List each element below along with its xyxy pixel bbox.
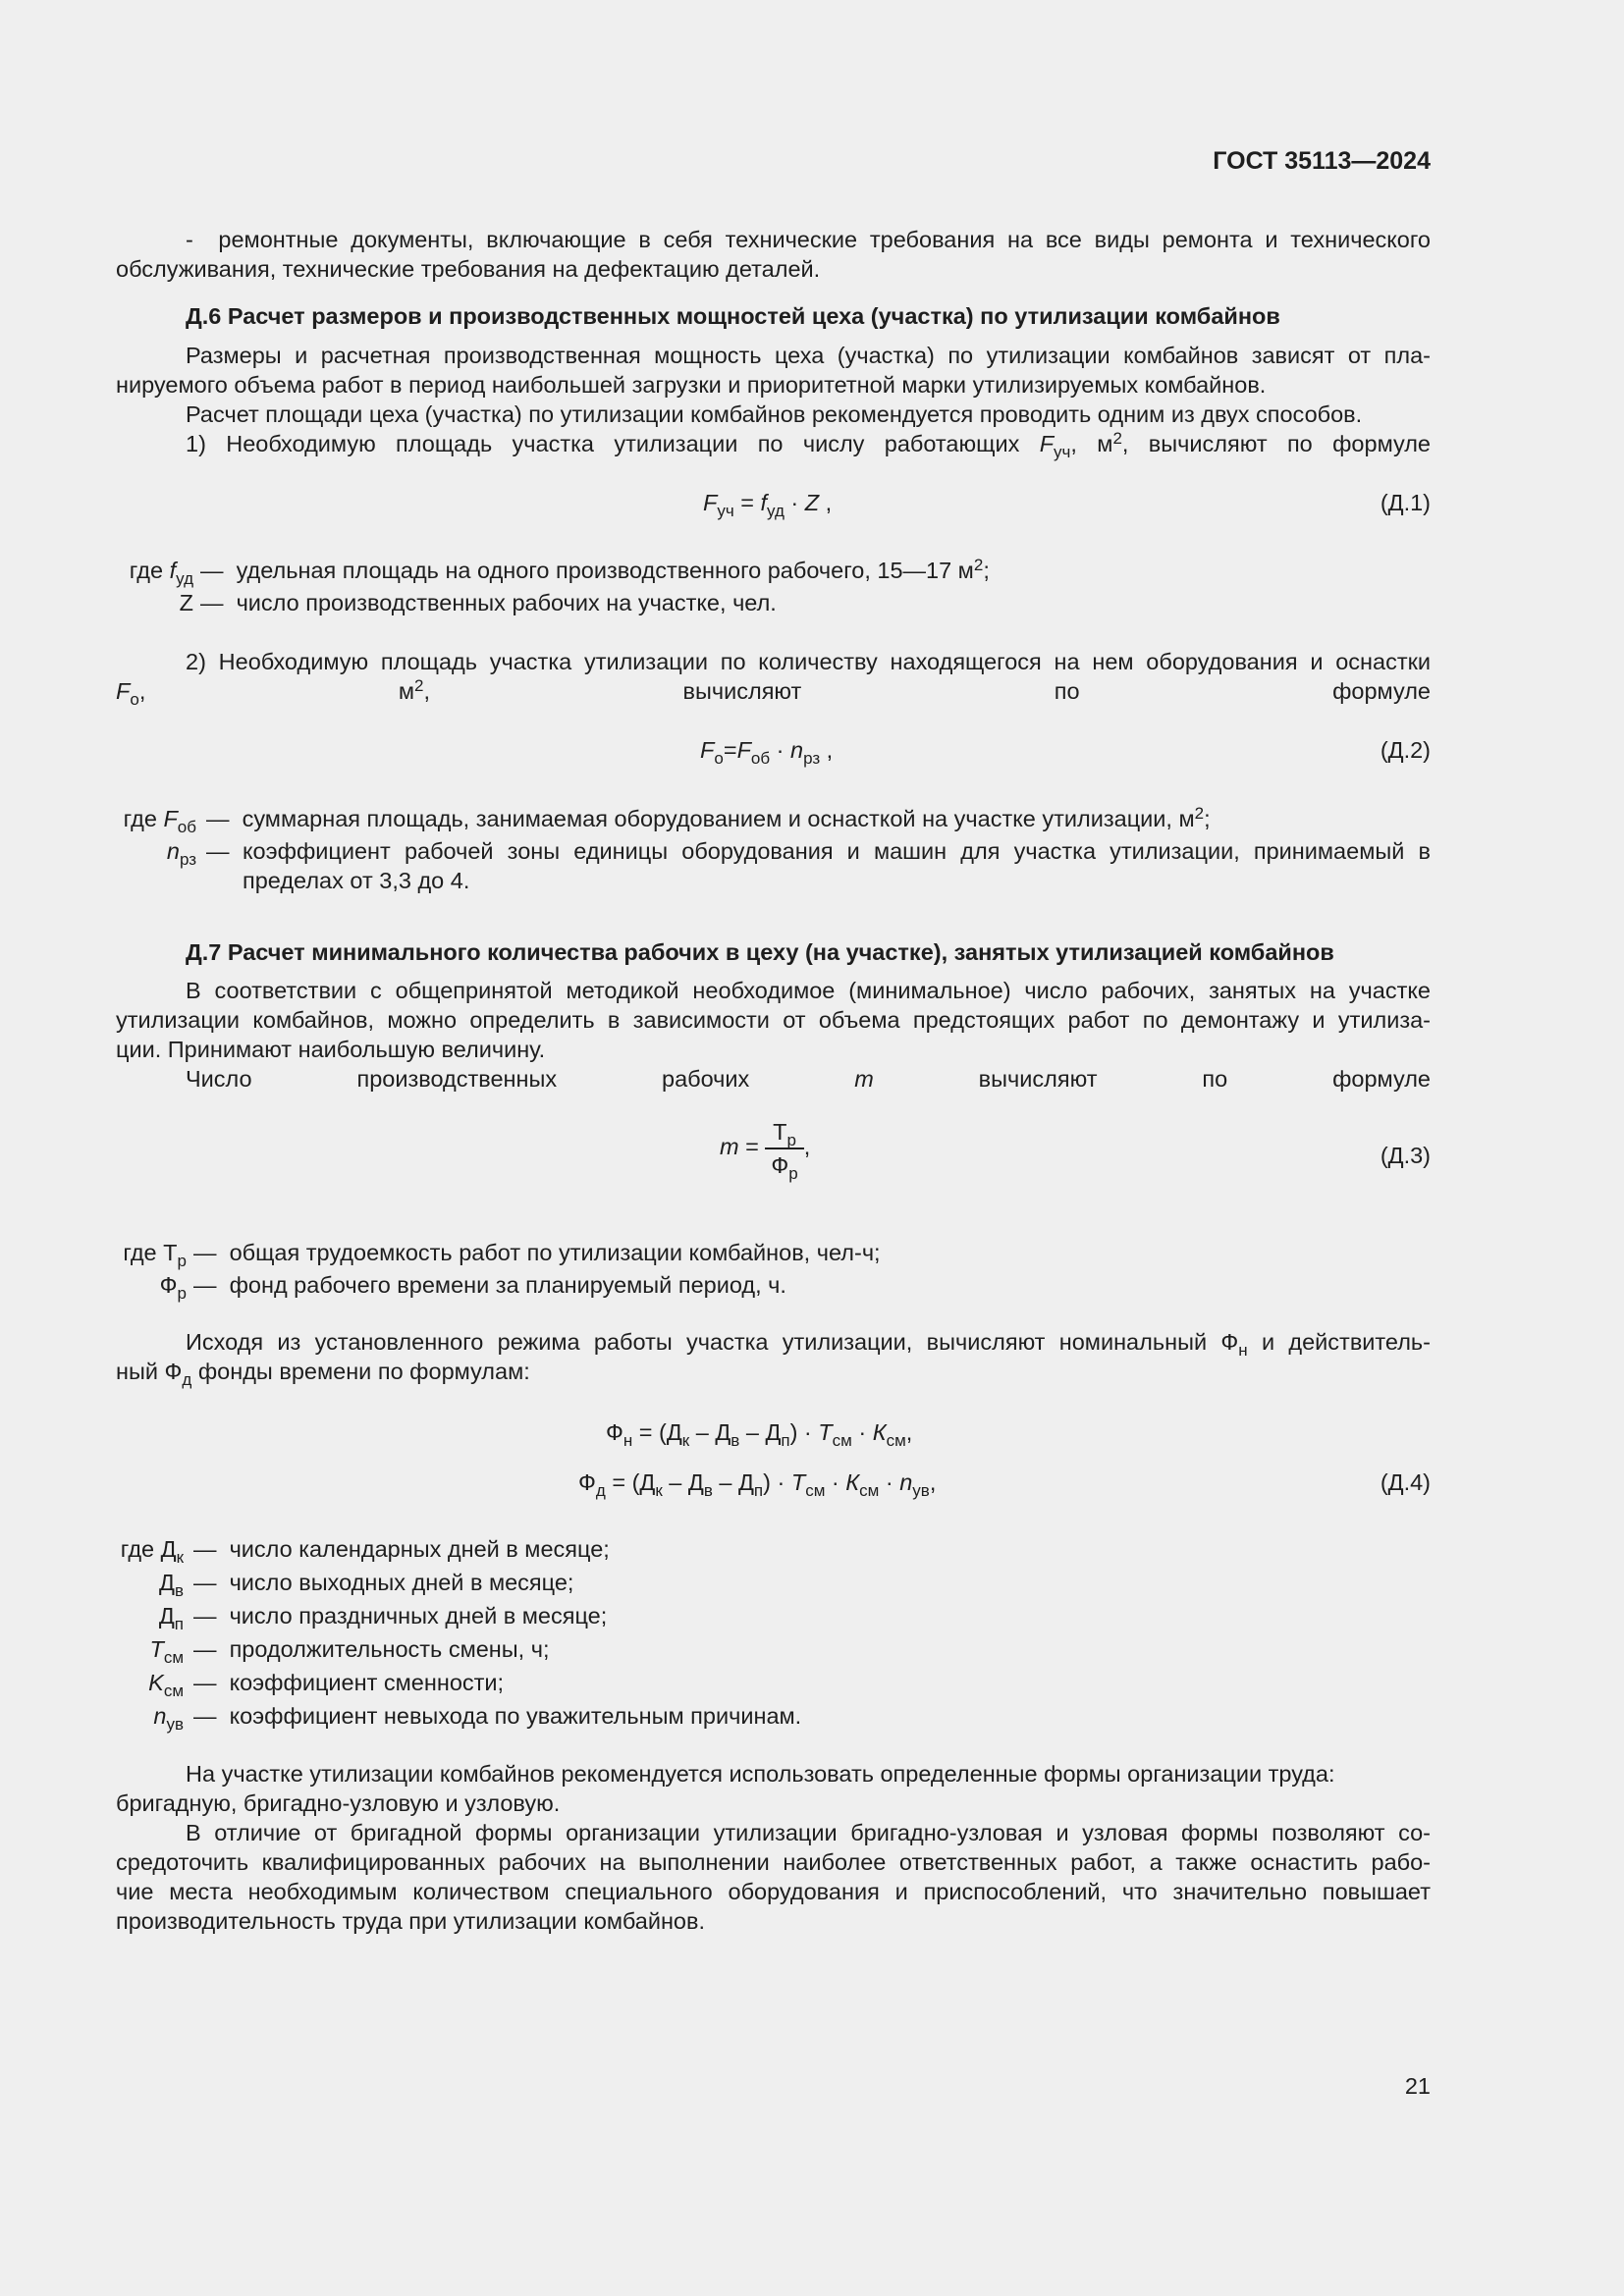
- where-d3-desc-1: — общая трудоемкость работ по утилизации комбайнов, чел-ч;: [193, 1240, 881, 1265]
- where-d4-desc-3: — число праздничных дней в месяце;: [193, 1603, 608, 1629]
- where-d2-desc-1: — суммарная площадь, занимаемая оборудованием и оснасткой на участке утилизации, $м^2$;: [206, 804, 1211, 831]
- where-d3-sym-1: где $Т_р$: [123, 1240, 187, 1270]
- where-d2-dash-2: —: [206, 838, 230, 864]
- where-d2-sym-2: $n_{рз}$: [166, 838, 196, 869]
- d6-p1-line1: Размеры и расчетная производственная мощность цеха (участка) по утилизации комбайнов зависят от пла-: [186, 343, 1431, 368]
- equation-d4-line2: $Ф_д = (Д_к - Д_в - Д_п) \cdot Т_{см} \cdot К_{см} \cdot n_{ув}$,: [578, 1469, 937, 1500]
- equation-d3: m = $\frac{Т_р}{Ф_р}$ ,: [720, 1116, 810, 1181]
- bullet-dash: -: [186, 227, 193, 252]
- bullet-text-line2: обслуживания, технические требования на дефектацию деталей.: [116, 256, 821, 282]
- where-d1-sym-1: где $f_{уд}$: [129, 558, 193, 588]
- where-d4-desc-2: — число выходных дней в месяце;: [193, 1570, 574, 1595]
- where-d4-sym-5: $K_{см}$: [148, 1670, 184, 1700]
- d6-p1-line2: нируемого объема работ в период наибольшей загрузки и приоритетной марки утилизируемых комбайнов.: [116, 372, 1267, 398]
- where-d2-desc-2: коэффициент рабочей зоны единицы оборудования и машин для участка утилизации, принимаемый в пределах от 3,3 до 4.: [243, 838, 1431, 893]
- where-d2-sym-1: где $F_{об}$: [123, 806, 196, 836]
- d7-paragraph-3: Исходя из установленного режима работы участка утилизации, вычисляют номинальный $Ф_н$ и действитель- ный $Ф_д$ фонды времени по формулам:: [116, 1329, 1431, 1389]
- where-d4-sym-1: где $Д_к$: [120, 1536, 184, 1567]
- d6-p2: Расчет площади цеха (участка) по утилизации комбайнов рекомендуется проводить одним из двух способов.: [186, 401, 1363, 427]
- equation-d4-number: (Д.4): [1380, 1469, 1431, 1495]
- where-d1-sym-2: Z: [179, 590, 193, 615]
- where-d4-desc-6: — коэффициент невыхода по уважительным причинам.: [193, 1703, 802, 1729]
- d7-p2: Число производственных рабочих m вычисляют по формуле: [186, 1066, 1431, 1092]
- bullet-text-line1: ремонтные документы, включающие в себя технические требования на все виды ремонта и технического: [218, 227, 1432, 252]
- d6-paragraph-1: [116, 341, 1432, 461]
- where-d4-desc-5: — коэффициент сменности;: [193, 1670, 505, 1695]
- equation-d2-number: (Д.2): [1380, 737, 1431, 763]
- fraction: $\frac{Т_р}{Ф_р}$: [765, 1116, 803, 1181]
- equation-d2: $F_о=F_{об} \cdot n_{рз}$ ,: [700, 737, 834, 768]
- equation-d1-number: (Д.1): [1380, 490, 1431, 515]
- where-d4-sym-3: $Д_п$: [158, 1603, 184, 1633]
- where-d3-sym-2: $Ф_р$: [159, 1272, 187, 1303]
- where-d1-desc-1: — удельная площадь на одного производственного рабочего, 15—17 $м^2$;: [200, 556, 990, 583]
- where-d1-desc-2: — число производственных рабочих на участке, чел.: [200, 590, 777, 615]
- section-d7-heading: Д.7 Расчет минимального количества рабочих в цеху (на участке), занятых утилизацией комбайнов: [186, 939, 1334, 965]
- d6-item1: 1) Необходимую площадь участка утилизации по числу работающих $F_{уч}$, $м^2$, вычисляют по формуле: [186, 429, 1432, 461]
- d7-paragraph-1: В соответствии с общепринятой методикой необходимое (минимальное) число рабочих, занятых на участке утилизации комбайнов, можно определить в зависимости от объема предстоящих работ по демонтажу и утилиза- ции. Принимают наибольшую величину. Число производственных рабочих m вычисляют по формуле: [116, 978, 1431, 1092]
- page-number: 21: [1404, 2073, 1431, 2099]
- standard-designation: ГОСТ 35113—2024: [1213, 147, 1431, 175]
- where-d4-desc-4: — продолжительность смены, ч;: [193, 1636, 550, 1662]
- where-d4-desc-1: — число календарных дней в месяце;: [193, 1536, 610, 1562]
- d7-paragraph-4: На участке утилизации комбайнов рекомендуется использовать определенные формы организации труда: бригадную, бригадно-узловую и узловую. В отличие от бригадной формы организации утилизации бригадно-узловая и узловая формы позволяют со- средоточить квалифицированных рабочих на выполнении наиболее ответственных работ, а также оснастить рабо- чие места необходимым количеством специального оборудования и приспособлений, что значительно повышает производительность труда при утилизации комбайнов.: [116, 1761, 1431, 1934]
- d6-item2: 2) Необходимую площадь участка утилизации по количеству находящегося на нем оборудования и оснастки $F_о$, $м^2$, вычисляют по формуле: [116, 649, 1431, 709]
- section-d6-heading: Д.6 Расчет размеров и производственных мощностей цеха (участка) по утилизации комбайнов: [186, 303, 1280, 329]
- where-d4-sym-4: $T_{см}$: [149, 1636, 184, 1667]
- where-d4-sym-2: $Д_в$: [159, 1570, 184, 1600]
- where-d3-desc-2: — фонд рабочего времени за планируемый период, ч.: [193, 1272, 786, 1298]
- where-d4-sym-6: $n_{ув}$: [153, 1703, 184, 1734]
- equation-d1: $F_{уч} = f_{уд} \cdot Z$ ,: [703, 490, 833, 520]
- intro-bullet: [116, 225, 1431, 284]
- equation-d3-number: (Д.3): [1380, 1143, 1431, 1168]
- equation-d4-line1: $Ф_н = (Д_к - Д_в - Д_п) \cdot Т_{см} \cdot К_{см}$,: [606, 1419, 913, 1450]
